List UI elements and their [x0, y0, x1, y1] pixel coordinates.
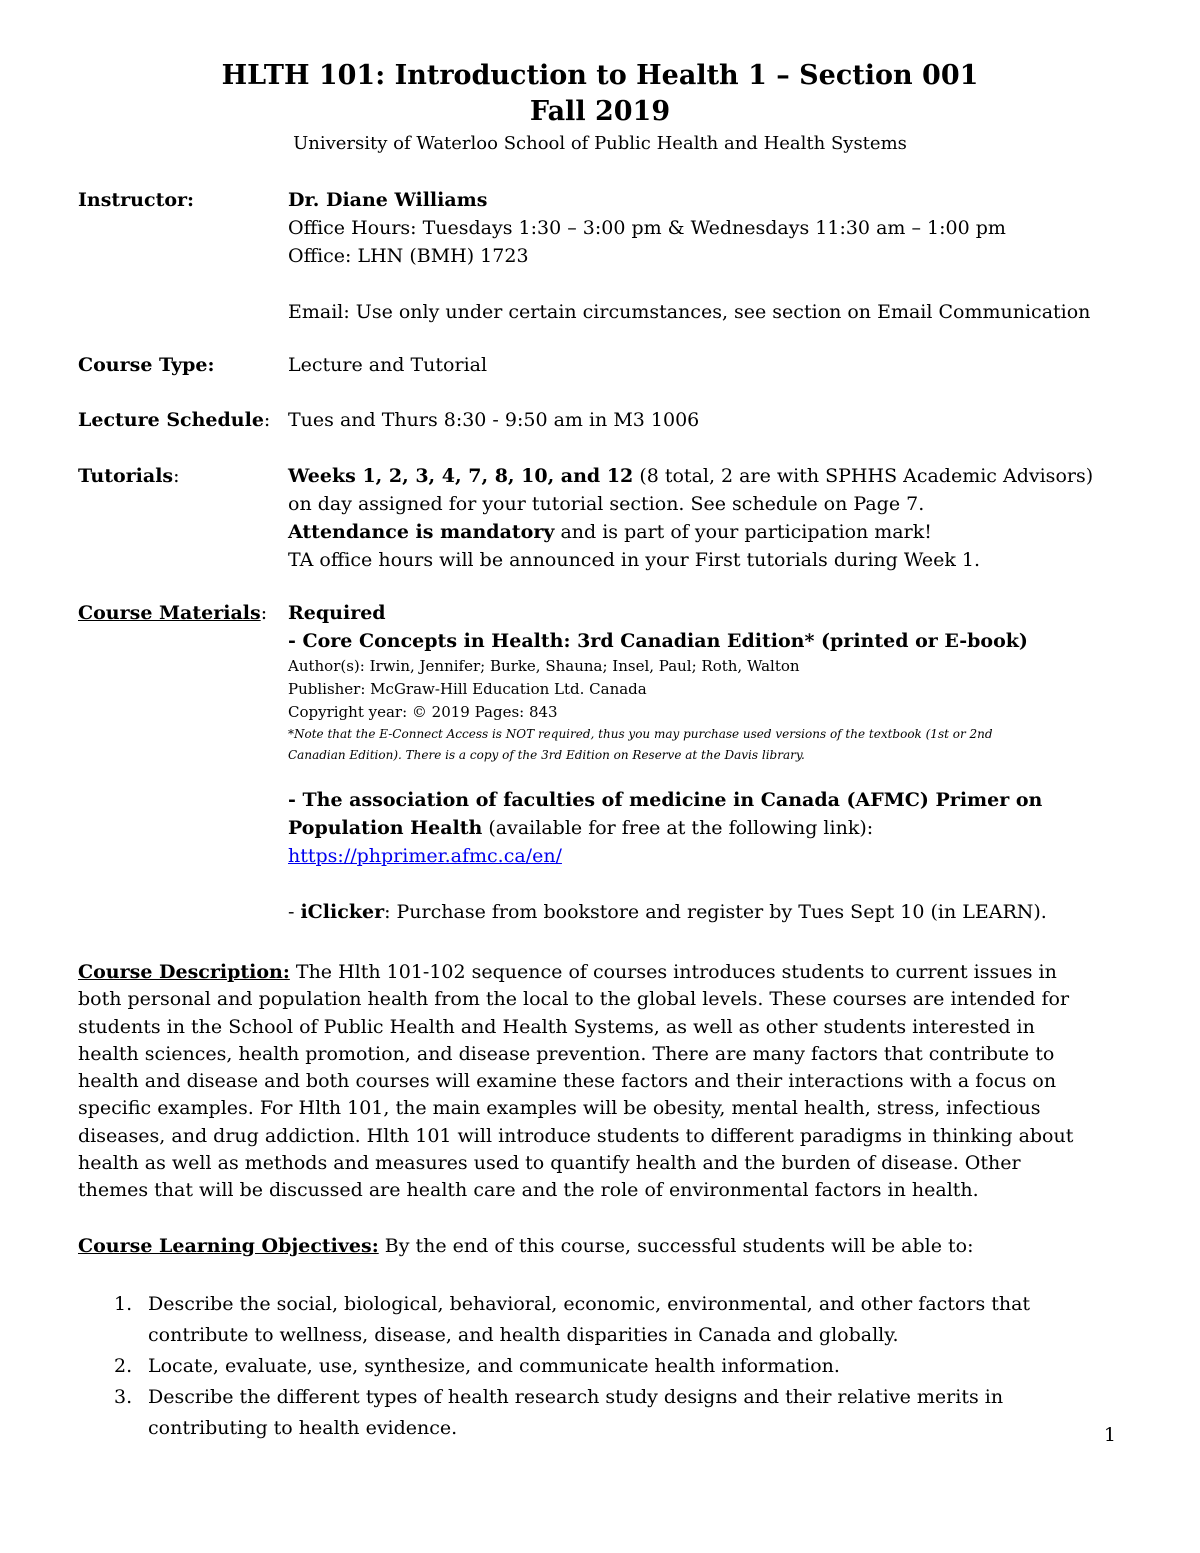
term-title: Fall 2019 [529, 96, 671, 127]
materials-block [288, 599, 1158, 926]
objective-text [148, 1289, 1138, 1351]
afmc-availability: (available for free at the following link): [482, 817, 874, 839]
lecture-schedule-value [288, 406, 1158, 434]
tutorials-label-text: Tutorials [78, 465, 174, 487]
iclicker-bold: iClicker [300, 901, 385, 923]
tutorial-weeks: Weeks 1, 2, 3, 4, 7, 8, 10, and 12 [288, 465, 634, 487]
afmc-line-2 [288, 814, 1158, 842]
description-line: students in the School of Public Health and Health Systems, as well as other students interested in [78, 1015, 1035, 1038]
objective-text [148, 1382, 1138, 1444]
objectives-label: Course Learning Objectives: [78, 1235, 379, 1257]
materials-label [78, 599, 267, 627]
objective-number: 3. [114, 1386, 133, 1408]
textbook-publisher: Publisher: McGraw-Hill Education Ltd. Canada [288, 680, 647, 698]
lecture-schedule-label-text: Lecture Schedule [78, 409, 264, 431]
ta-office-hours: TA office hours will be announced in your First tutorials during Week 1. [288, 549, 980, 571]
objective-line: Describe the social, biological, behavioral, economic, environmental, and other factors that [148, 1293, 1031, 1315]
objectives-list [78, 1289, 1138, 1444]
textbook-note-2: Canadian Edition). There is a copy of the 3rd Edition on Reserve at the Davis library. [288, 748, 805, 762]
textbook-note-1: *Note that the E-Connect Access is NOT required, thus you may purchase used versions of the textbook (1st or 2nd [288, 727, 993, 741]
afmc-primer-link[interactable]: https://phprimer.afmc.ca/en/ [288, 845, 562, 867]
tutorials-block [288, 462, 1158, 574]
objective-line: contribute to wellness, disease, and health disparities in Canada and globally. [148, 1324, 899, 1346]
description-line: health as well as methods and measures used to quantify health and the burden of disease. Other [78, 1152, 1021, 1175]
description-line: health sciences, health promotion, and disease prevention. There are many factors that contribute to [78, 1042, 1055, 1065]
objectives-heading-line [78, 1233, 1128, 1260]
materials-label-text: Course Materials [78, 602, 261, 624]
textbook-authors: Author(s): Irwin, Jennifer; Burke, Shauna; Insel, Paul; Roth, Walton [288, 657, 800, 675]
description-line: both personal and population health from the local to the global levels. These courses are intended for [78, 988, 1070, 1011]
objective-text [148, 1351, 1138, 1382]
description-line: specific examples. For Hlth 101, the main examples will be obesity, mental health, stress, infectious [78, 1097, 1041, 1120]
office-location: Office: LHN (BMH) 1723 [288, 245, 529, 267]
iclicker-prefix: - [288, 901, 301, 923]
list-item [78, 1351, 1138, 1382]
list-item [78, 1382, 1138, 1444]
description-line: diseases, and drug addiction. Hlth 101 will introduce students to different paradigms in thinking about [78, 1124, 1074, 1147]
course-description [78, 959, 1128, 1205]
description-line [78, 959, 1128, 986]
description-label: Course Description: [78, 961, 290, 983]
objective-number: 2. [114, 1355, 133, 1377]
tutorial-weeks-note: (8 total, 2 are with SPHHS Academic Advisors) [633, 465, 1094, 487]
lecture-schedule-colon: : [263, 409, 271, 431]
objectives-heading [78, 1233, 1128, 1260]
school-subtitle: University of Waterloo School of Public Health and Health Systems [293, 133, 907, 154]
description-text: The Hlth 101-102 sequence of courses introduces students to current issues in [289, 961, 1057, 983]
tutorials-label [78, 462, 180, 490]
course-type-text: Lecture and Tutorial [288, 354, 488, 376]
attendance-mandatory: Attendance is mandatory [288, 521, 555, 543]
required-heading: Required [288, 602, 386, 624]
instructor-block [288, 186, 1158, 326]
lecture-schedule-label [78, 406, 270, 434]
objective-line: Describe the different types of health research study designs and their relative merits in [148, 1386, 1004, 1408]
objective-line: contributing to health evidence. [148, 1417, 458, 1439]
list-item [78, 1289, 1138, 1351]
objective-number: 1. [114, 1293, 133, 1315]
page-number: 1 [1103, 1424, 1116, 1446]
email-note: Email: Use only under certain circumstances, see section on Email Communication [288, 301, 1091, 323]
instructor-name: Dr. Diane Williams [288, 189, 488, 211]
objective-line: Locate, evaluate, use, synthesize, and communicate health information. [148, 1355, 840, 1377]
textbook-title: - Core Concepts in Health: 3rd Canadian Edition* (printed or E-book) [288, 630, 1028, 652]
objectives-intro: By the end of this course, successful students will be able to: [378, 1235, 974, 1257]
tutorials-colon: : [173, 465, 180, 487]
materials-colon: : [260, 602, 268, 624]
course-title: HLTH 101: Introduction to Health 1 – Section 001 [221, 60, 979, 91]
instructor-label: Instructor: [78, 189, 195, 211]
tutorial-weeks-line [288, 462, 1158, 490]
textbook-copyright: Copyright year: © 2019 Pages: 843 [288, 703, 558, 721]
course-type-value [288, 351, 1158, 379]
description-line: themes that will be discussed are health care and the role of environmental factors in health. [78, 1179, 979, 1202]
course-type-label: Course Type: [78, 354, 215, 376]
office-hours: Office Hours: Tuesdays 1:30 – 3:00 pm & Wednesdays 11:30 am – 1:00 pm [288, 217, 1006, 239]
attendance-rest: and is part of your participation mark! [554, 521, 932, 543]
description-line: health and disease and both courses will examine these factors and their interactions with a focus on [78, 1070, 1057, 1093]
afmc-title: - The association of faculties of medicine in Canada (AFMC) Primer on [288, 789, 1043, 811]
afmc-population-health: Population Health [288, 817, 483, 839]
afmc-link-line [288, 842, 1158, 870]
iclicker-line [288, 898, 1158, 926]
lecture-schedule-text: Tues and Thurs 8:30 - 9:50 am in M3 1006 [288, 409, 700, 431]
attendance-line [288, 518, 1158, 546]
tutorial-day-note: on day assigned for your tutorial section. See schedule on Page 7. [288, 493, 925, 515]
iclicker-rest: : Purchase from bookstore and register by Tues Sept 10 (in LEARN). [384, 901, 1047, 923]
